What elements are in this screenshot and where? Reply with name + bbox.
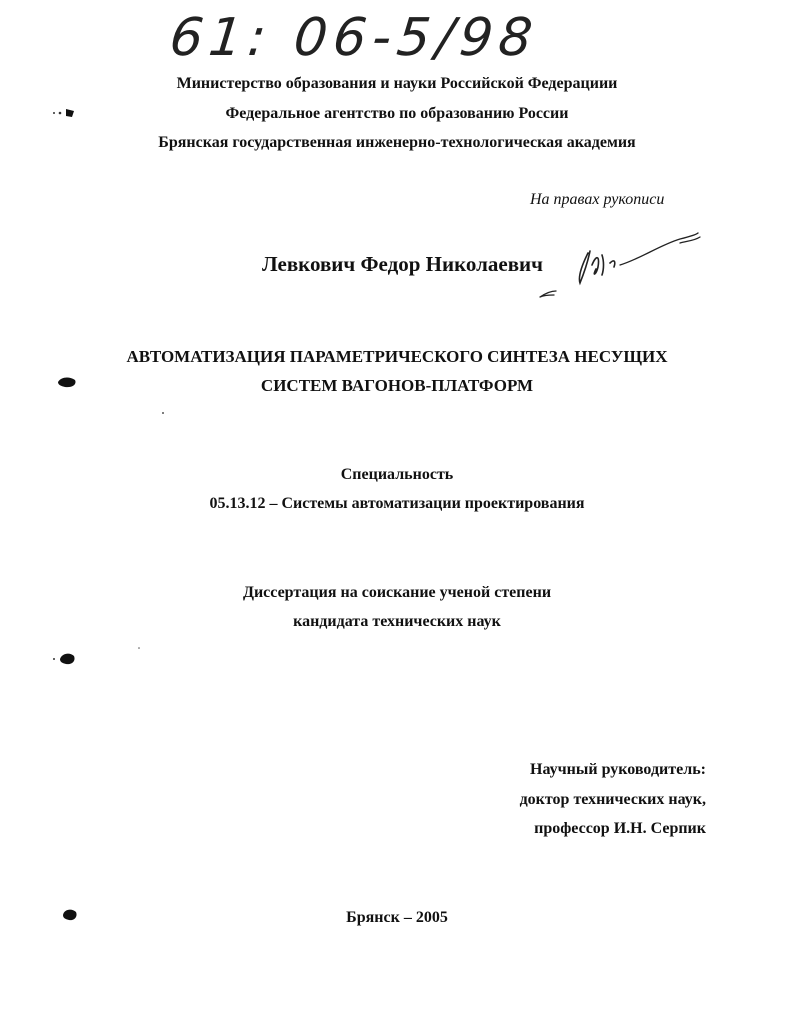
scan-speck-mark bbox=[50, 106, 80, 120]
signature-image bbox=[530, 225, 705, 305]
archive-number-handwritten: 61: 06-5/98 bbox=[166, 8, 542, 68]
rights-note: На правах рукописи bbox=[530, 191, 665, 208]
scan-speck-mark bbox=[160, 410, 166, 416]
thesis-title-line-2: СИСТЕМ ВАГОНОВ-ПЛАТФОРМ bbox=[260, 376, 534, 395]
scan-hole-mark bbox=[60, 906, 80, 924]
degree-line-2: кандидата технических наук bbox=[293, 613, 501, 630]
specialty-code: 05.13.12 – Системы автоматизации проектирования bbox=[209, 495, 585, 512]
ministry-line: Министерство образования и науки Российской Федерациии bbox=[176, 75, 618, 92]
supervisor-name: профессор И.Н. Серпик bbox=[534, 820, 706, 837]
agency-line: Федеральное агентство по образованию России bbox=[225, 105, 569, 122]
scan-hole-mark bbox=[55, 374, 79, 390]
degree-line-1: Диссертация на соискание ученой степени bbox=[242, 584, 552, 601]
supervisor-degree: доктор технических наук, bbox=[519, 791, 706, 808]
scan-hole-mark bbox=[50, 650, 78, 668]
thesis-title-line-1: АВТОМАТИЗАЦИЯ ПАРАМЕТРИЧЕСКОГО СИНТЕЗА НЕСУЩИХ bbox=[126, 347, 668, 366]
city-year: Брянск – 2005 bbox=[346, 909, 448, 926]
author-name: Левкович Федор Николаевич bbox=[262, 252, 543, 276]
supervisor-label: Научный руководитель: bbox=[530, 761, 706, 778]
scan-speck-mark bbox=[136, 645, 142, 651]
specialty-label: Специальность bbox=[340, 466, 454, 483]
academy-line: Брянская государственная инженерно-технологическая академия bbox=[158, 134, 636, 151]
